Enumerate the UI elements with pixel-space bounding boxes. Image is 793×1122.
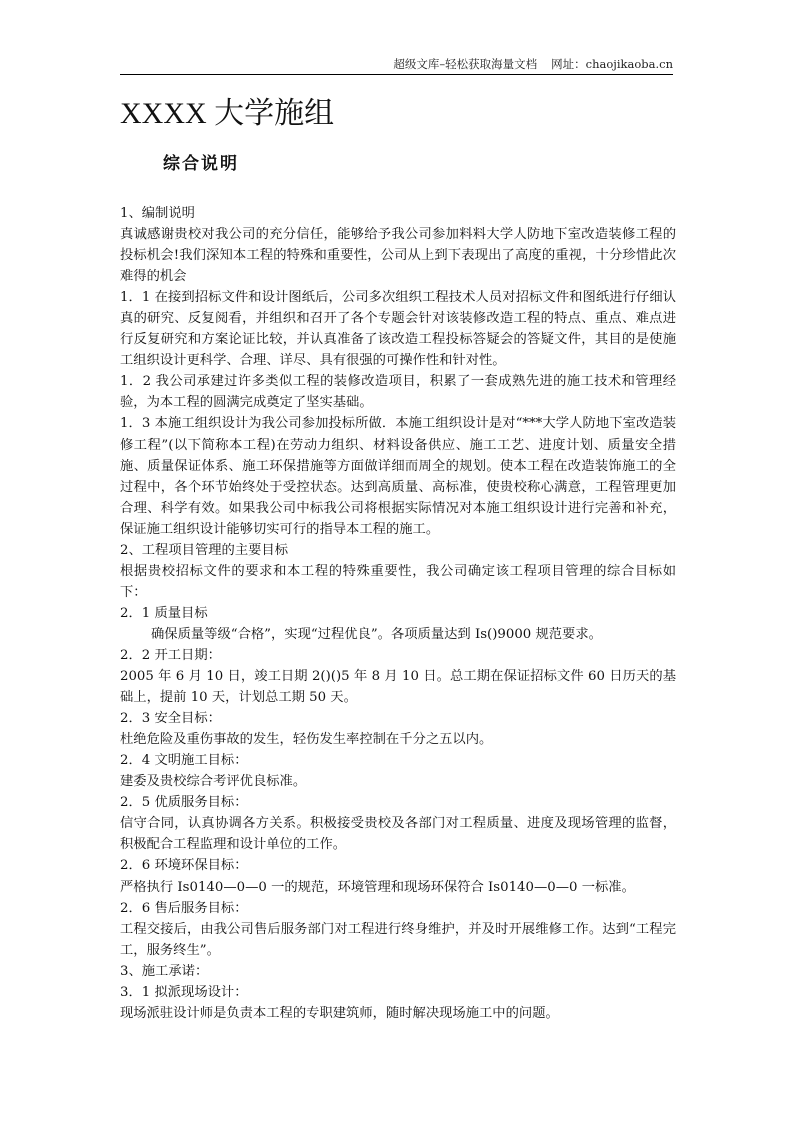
subsection-heading: 3．1 拟派现场设计： [120,984,248,1000]
paragraph: 确保质量等级“合格”，实现“过程优良”。各项质量达到 Is()9000 规范要求。 [151,626,602,642]
paragraph: 2005 年 6 月 10 日，竣工日期 2()()5 年 8 月 10 日。总工期在保证招标文件 60 日历天的基础上，提前 10 天，计划总工期 50 天。 [120,669,676,706]
paragraph: 1．2 我公司承建过许多类似工程的装修改造项目，积累了一套成熟先进的施工技术和管理经验，为本工程的圆满完成奠定了坚实基础。 [120,374,676,411]
subsection-heading: 2．2 开工日期： [120,647,221,663]
header-site-name: 超级文库–轻松获取海量文档 [393,57,538,71]
paragraph: 1．3 本施工组织设计为我公司参加投标所做．本施工组织设计是对“***大学人防地下室改造装修工程”(以下简称本工程)在劳动力组织、材料设备供应、施工工艺、进度计划、质量安全措施、质量保证体系、施工环保措施等方面做详细而周全的规划。使本工程在改造装饰施工的全过程中，各个环节始终处于受控状态。达到高质量、高标准，使贵校称心满意，工程管理更加合理、科学有效。如果我公司中标我公司将根据实际情况对本施工组织设计进行完善和补充，保证施工组织设计能够切实可行的指导本工程的施工。 [120,416,676,537]
subsection-heading: 2．3 安全目标： [120,711,221,727]
header-url: 网址：chaojikaoba.cn [551,57,673,71]
section-heading: 3、施工承诺： [120,963,209,979]
subsection-heading: 2．5 优质服务目标： [120,795,248,811]
section-heading: 1、编制说明 [120,206,195,221]
subsection-heading: 2．1 质量目标 [120,605,208,621]
paragraph: 真诚感谢贵校对我公司的充分信任，能够给予我公司参加料料大学人防地下室改造装修工程的投标机会!我们深知本工程的特殊和重要性，公司从上到下表现出了高度的重视，十分珍惜此次难得的机会 [120,227,676,285]
paragraph: 严格执行 Is0140—0—0 一的规范，环境管理和现场环保符合 Is0140—0—0 一标准。 [120,879,635,895]
paragraph: 1．1 在接到招标文件和设计图纸后，公司多次组织工程技术人员对招标文件和图纸进行仔细认真的研究、反复阅看，并组织和召开了各个专题会针对该装修改造工程的特点、重点、难点进行反复研究和方案论证比较，并认真准备了该改造工程投标答疑会的答疑文件，其目的是使施工组织设计更科学、合理、详尽、具有很强的可操作性和针对性。 [120,290,676,369]
subsection-heading: 2．6 售后服务目标： [120,900,248,916]
document-body [120,203,676,1024]
page-header [120,57,673,75]
paragraph: 建委及贵校综合考评优良标准。 [120,774,307,790]
subsection-heading: 2．6 环境环保目标： [120,858,248,874]
subsection-heading: 2．4 文明施工目标： [120,753,248,769]
section-heading: 2、工程项目管理的主要目标 [120,542,289,558]
document-title: XXXX 大学施组 [120,97,335,130]
document-subtitle: 综合说明 [163,154,239,174]
paragraph: 信守合同，认真协调各方关系。积极接受贵校及各部门对工程质量、进度及现场管理的监督，积极配合工程监理和设计单位的工作。 [120,816,676,853]
paragraph: 工程交接后，由我公司售后服务部门对工程进行终身维护，并及时开展维修工作。达到“工程完工，服务终生”。 [120,921,676,958]
paragraph: 杜绝危险及重伤事故的发生，轻伤发生率控制在千分之五以内。 [120,732,493,748]
paragraph: 根据贵校招标文件的要求和本工程的特殊重要性，我公司确定该工程项目管理的综合目标如下： [120,563,676,600]
paragraph: 现场派驻设计师是负责本工程的专职建筑师，随时解决现场施工中的问题。 [120,1005,559,1021]
